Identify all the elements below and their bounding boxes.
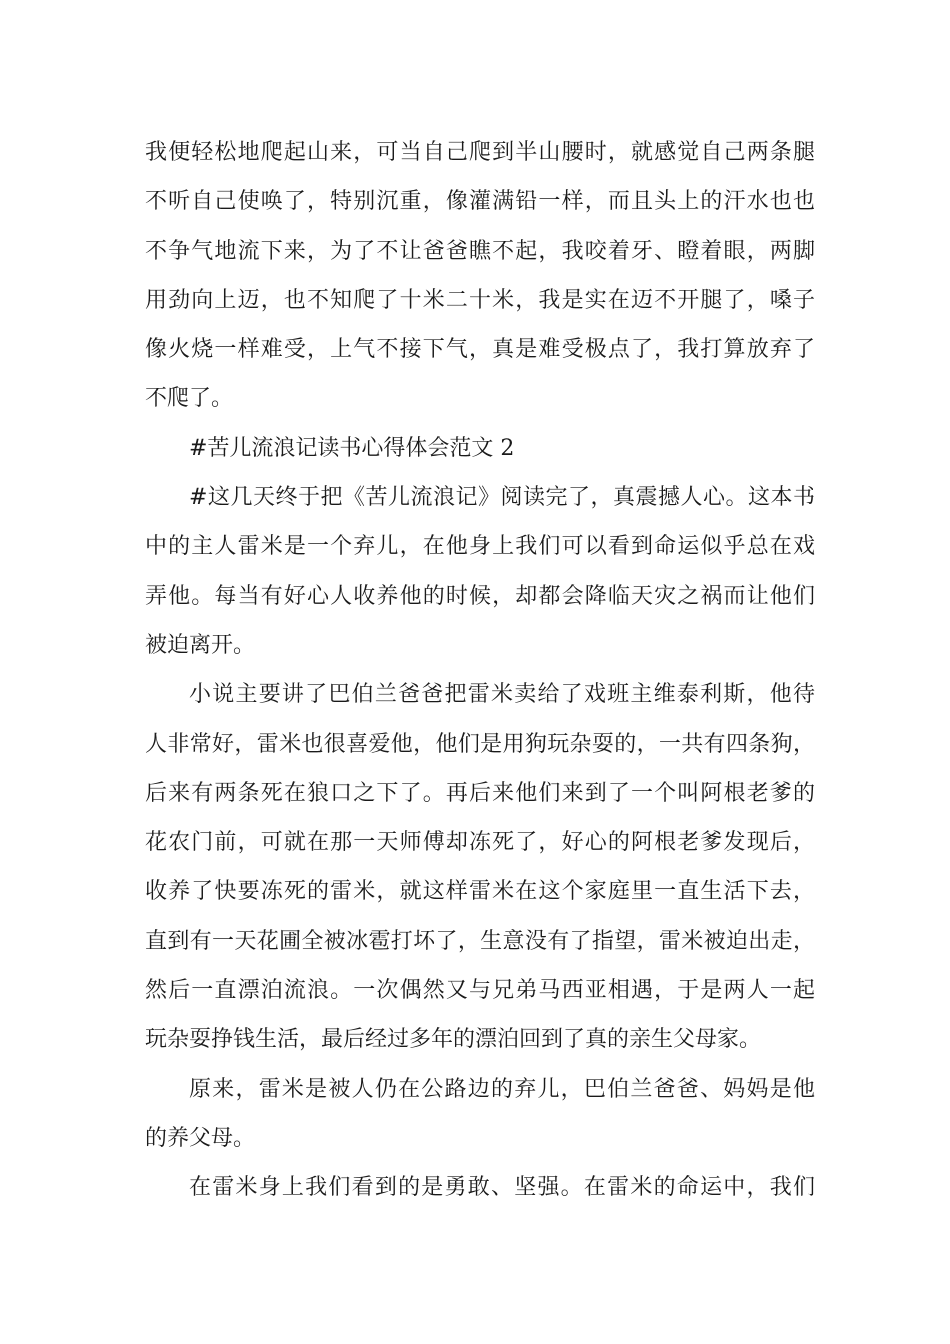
text-line: 的养父母。 <box>145 1125 256 1151</box>
text-line: 原来，雷米是被人仍在公路边的弃儿，巴伯兰爸爸、妈妈是他 <box>189 1076 815 1102</box>
text-line: 不争气地流下来，为了不让爸爸瞧不起，我咬着牙、瞪着眼，两脚 <box>145 238 815 264</box>
text-line: #这几天终于把《苦儿流浪记》阅读完了，真震撼人心。这本书 <box>189 485 815 511</box>
text-line: 用劲向上迈，也不知爬了十米二十米，我是实在迈不开腿了，嗓子 <box>145 287 815 313</box>
text-line: 人非常好，雷米也很喜爱他，他们是用狗玩杂耍的，一共有四条狗， <box>145 731 815 757</box>
text-line: 像火烧一样难受，上气不接下气，真是难受极点了，我打算放弃了 <box>145 337 815 363</box>
text-line: 弄他。每当有好心人收养他的时候，却都会降临天灾之祸而让他们 <box>145 583 815 609</box>
text-line: 收养了快要冻死的雷米，就这样雷米在这个家庭里一直生活下去， <box>145 879 815 905</box>
text-line: 玩杂耍挣钱生活，最后经过多年的漂泊回到了真的亲生父母家。 <box>145 1027 762 1053</box>
text-line: 我便轻松地爬起山来，可当自己爬到半山腰时，就感觉自己两条腿 <box>145 140 815 165</box>
text-line: 直到有一天花圃全被冰雹打坏了，生意没有了指望，雷米被迫出走， <box>145 928 815 954</box>
text-line: 被迫离开。 <box>145 632 256 658</box>
text-line: 花农门前，可就在那一天师傅却冻死了，好心的阿根老爹发现后， <box>145 830 815 856</box>
text-line: 小说主要讲了巴伯兰爸爸把雷米卖给了戏班主维泰利斯，他待 <box>189 682 815 708</box>
text-line: 后来有两条死在狼口之下了。再后来他们来到了一个叫阿根老爹的 <box>145 780 815 806</box>
text-line: 中的主人雷米是一个弃儿，在他身上我们可以看到命运似乎总在戏 <box>145 534 815 560</box>
document-body <box>145 128 815 1213</box>
text-line: 然后一直漂泊流浪。一次偶然又与兄弟马西亚相遇，于是两人一起 <box>145 978 815 1004</box>
section-heading: #苦儿流浪记读书心得体会范文 2 <box>189 435 515 461</box>
text-line: 在雷米身上我们看到的是勇敢、坚强。在雷米的命运中，我们 <box>189 1175 815 1201</box>
text-line: 不爬了。 <box>145 386 234 412</box>
text-line: 不听自己使唤了，特别沉重，像灌满铅一样，而且头上的汗水也也 <box>145 189 815 215</box>
